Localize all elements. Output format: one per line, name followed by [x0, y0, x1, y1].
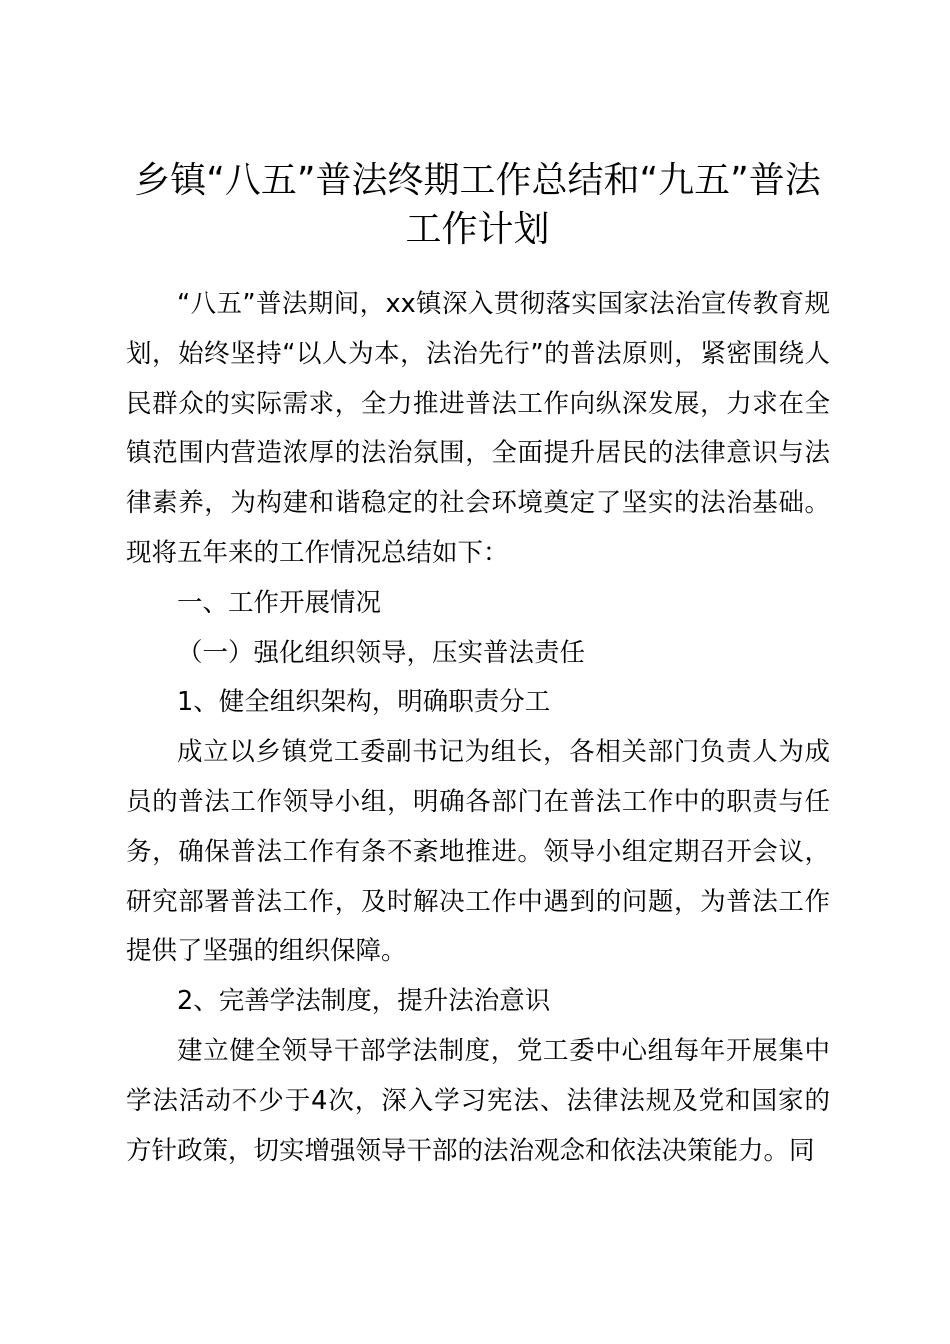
item-heading: 1、健全组织架构，明确职责分工: [177, 687, 551, 718]
item-heading: 2、完善学法制度，提升法治意识: [177, 986, 551, 1017]
intro-paragraph: “八五”普法期间，xx镇深入贯彻落实国家法治宣传教育规划，始终坚持“以人为本，法治先行”的普法原则，紧密围绕人民群众的实际需求，全力推进普法工作向纵深发展，力求在全镇范围内营造浓厚的法治氛围，全面提升居民的法律意识与法律素养，为构建和谐稳定的社会环境奠定了坚实的法治基础。现将五年来的工作情况总结如下：: [126, 289, 830, 568]
document-body: [126, 280, 830, 1176]
body-paragraph: 成立以乡镇党工委副书记为组长，各相关部门负责人为成员的普法工作领导小组，明确各部门在普法工作中的职责与任务，确保普法工作有条不紊地推进。领导小组定期召开会议，研究部署普法工作，及时解决工作中遇到的问题，为普法工作提供了坚强的组织保障。: [126, 737, 830, 967]
body-paragraph: 建立健全领导干部学法制度，党工委中心组每年开展集中学法活动不少于4次，深入学习宪法、法律法规及党和国家的方针政策，切实增强领导干部的法治观念和依法决策能力。同: [126, 1035, 830, 1166]
section-heading: 一、工作开展情况: [177, 587, 382, 618]
subsection-heading: （一）强化组织领导，压实普法责任: [177, 637, 586, 668]
document-title: 乡镇“八五”普法终期工作总结和“九五”普法工作计划: [134, 160, 821, 250]
